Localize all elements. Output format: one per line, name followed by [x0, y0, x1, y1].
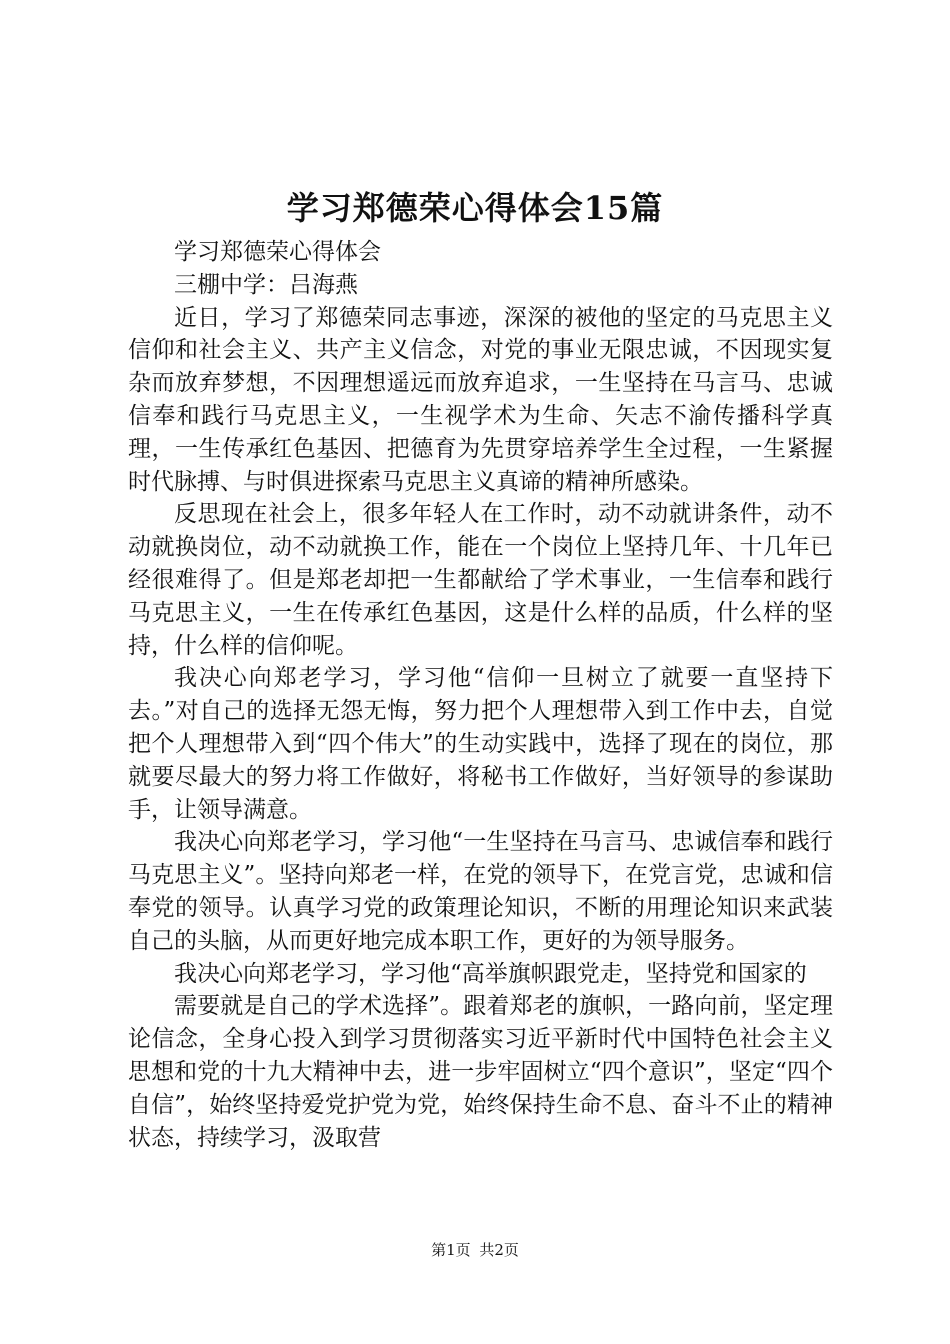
paragraph: 反思现在社会上，很多年轻人在工作时，动不动就讲条件，动不动就换岗位，动不动就换工作，能在一个岗位上坚持几年、十几年已经很难得了。但是郑老却把一生都献给了学术事业，一生信奉和践行马克思主义，一生在传承红色基因，这是什么样的品质，什么样的坚持，什么样的信仰呢。 [128, 501, 833, 659]
paragraph-author: 三棚中学：吕海燕 [174, 271, 358, 298]
paragraph-subtitle: 学习郑德荣心得体会 [174, 239, 381, 265]
paragraph: 需要就是自己的学术选择”。跟着郑老的旗帜，一路向前，坚定理论信念，全身心投入到学习贯彻落实习近平新时代中国特色社会主义思想和党的十九大精神中去，进一步牢固树立“四个意识”，坚定“四个自信”，始终坚持爱党护党为党，始终保持生命不息、奋斗不止的精神状态，持续学习，汲取营 [128, 993, 833, 1151]
paragraph: 近日，学习了郑德荣同志事迹，深深的被他的坚定的马克思主义信仰和社会主义、共产主义信念，对党的事业无限忠诚，不因现实复杂而放弃梦想，不因理想遥远而放弃追求，一生坚持在马言马、忠诚信奉和践行马克思主义，一生视学术为生命、矢志不渝传播科学真理，一生传承红色基因、把德育为先贯穿培养学生全过程，一生紧握时代脉搏、与时俱进探索马克思主义真谛的精神所感染。 [128, 304, 833, 495]
paragraph: 我决心向郑老学习，学习他“信仰一旦树立了就要一直坚持下去。”对自己的选择无怨无悔，努力把个人理想带入到工作中去，自觉把个人理想带入到“四个伟大”的生动实践中，选择了现在的岗位，那就要尽最大的努力将工作做好，将秘书工作做好，当好领导的参谋助手，让领导满意。 [128, 665, 833, 823]
page-total: 共2页 [479, 1241, 519, 1259]
document-title: 学习郑德荣心得体会15篇 [286, 189, 664, 227]
document-body [128, 236, 833, 1154]
page-number: 第1页 [431, 1241, 471, 1259]
paragraph: 我决心向郑老学习，学习他“高举旗帜跟党走，坚持党和国家的 [174, 960, 807, 987]
page-footer [0, 1240, 950, 1260]
paragraph: 我决心向郑老学习，学习他“一生坚持在马言马、忠诚信奉和践行马克思主义”。坚持向郑老一样，在党的领导下，在党言党，忠诚和信奉党的领导。认真学习党的政策理论知识，不断的用理论知识来武装自己的头脑，从而更好地完成本职工作，更好的为领导服务。 [128, 829, 833, 954]
